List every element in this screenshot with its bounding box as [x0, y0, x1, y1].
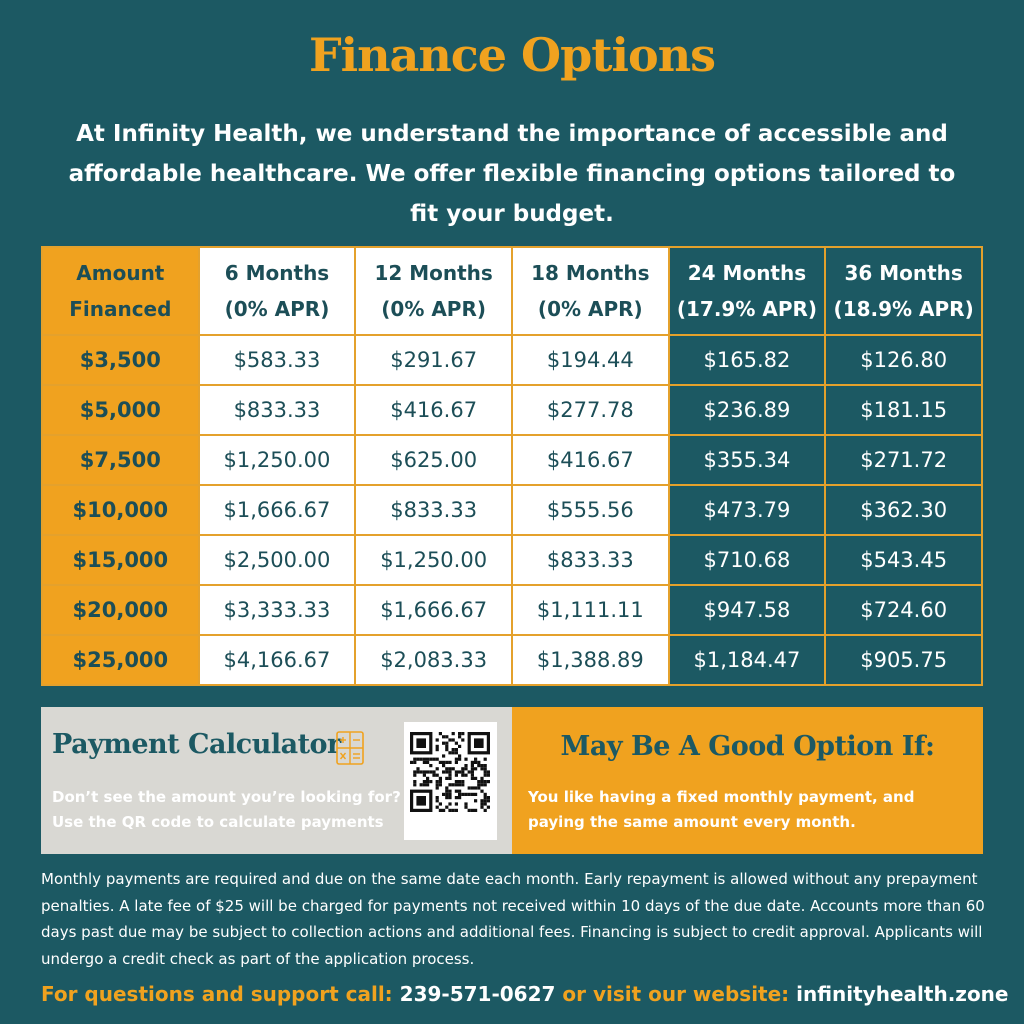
header-line-1: 36 Months [844, 261, 963, 285]
cell-amount-financed: $15,000 [42, 535, 199, 585]
header-24-months [669, 247, 826, 335]
cell-24-months: $710.68 [669, 535, 826, 585]
cell-6-months: $2,500.00 [199, 535, 356, 585]
header-line-2: (0% APR) [224, 297, 330, 321]
cell-18-months: $416.67 [512, 435, 669, 485]
cell-18-months: $555.56 [512, 485, 669, 535]
header-line-1: 18 Months [531, 261, 650, 285]
cell-18-months: $1,111.11 [512, 585, 669, 635]
table-header-row [42, 247, 982, 335]
payment-calculator-panel [41, 707, 512, 854]
good-option-panel [512, 707, 983, 854]
page-title: Finance Options [308, 28, 716, 82]
cell-24-months: $947.58 [669, 585, 826, 635]
calculator-description [52, 785, 402, 835]
table-row [42, 485, 982, 535]
cell-18-months: $1,388.89 [512, 635, 669, 685]
cell-36-months: $181.15 [825, 385, 982, 435]
cell-36-months: $543.45 [825, 535, 982, 585]
header-amount-financed [42, 247, 199, 335]
header-line-1: 6 Months [224, 261, 330, 285]
cell-amount-financed: $20,000 [42, 585, 199, 635]
qr-code[interactable] [404, 722, 497, 840]
cell-24-months: $355.34 [669, 435, 826, 485]
cell-24-months: $473.79 [669, 485, 826, 535]
cell-36-months: $271.72 [825, 435, 982, 485]
cell-6-months: $583.33 [199, 335, 356, 385]
contact-prefix: For questions and support call: [41, 982, 400, 1006]
header-6-months [199, 247, 356, 335]
good-option-title: May Be A Good Option If: [560, 731, 935, 762]
header-line-1: 12 Months [374, 261, 493, 285]
calculator-title: Payment Calculator [52, 729, 341, 760]
cell-12-months: $1,666.67 [355, 585, 512, 635]
cell-6-months: $1,250.00 [199, 435, 356, 485]
contact-middle: or visit our website: [555, 982, 797, 1006]
cell-amount-financed: $10,000 [42, 485, 199, 535]
cell-36-months: $905.75 [825, 635, 982, 685]
intro-text: At Infinity Health, we understand the importance of accessible and affordable healthcare. We offer flexible financing options tailored to fit your budget. [68, 121, 956, 227]
contact-line [41, 982, 1009, 1006]
cell-12-months: $625.00 [355, 435, 512, 485]
calculator-line-2: Use the QR code to calculate payments [52, 813, 384, 831]
cell-amount-financed: $3,500 [42, 335, 199, 385]
table-row [42, 535, 982, 585]
header-line-1: Amount [76, 261, 165, 285]
header-line-2: (0% APR) [537, 297, 643, 321]
header-line-2: Financed [69, 297, 172, 321]
cell-6-months: $3,333.33 [199, 585, 356, 635]
cell-36-months: $724.60 [825, 585, 982, 635]
table-row [42, 585, 982, 635]
cell-12-months: $1,250.00 [355, 535, 512, 585]
cell-amount-financed: $25,000 [42, 635, 199, 685]
phone-number[interactable]: 239-571-0627 [399, 982, 556, 1006]
header-line-2: (18.9% APR) [833, 297, 974, 321]
cell-12-months: $833.33 [355, 485, 512, 535]
calculator-icon [336, 731, 364, 765]
good-option-text: You like having a fixed monthly payment, and paying the same amount every month. [528, 788, 915, 831]
cell-12-months: $2,083.33 [355, 635, 512, 685]
header-12-months [355, 247, 512, 335]
cell-24-months: $236.89 [669, 385, 826, 435]
header-line-2: (17.9% APR) [676, 297, 818, 321]
cell-18-months: $194.44 [512, 335, 669, 385]
cell-6-months: $1,666.67 [199, 485, 356, 535]
table-row [42, 635, 982, 685]
table-body [42, 335, 982, 685]
table-row [42, 335, 982, 385]
header-line-1: 24 Months [687, 261, 807, 285]
cell-18-months: $277.78 [512, 385, 669, 435]
table-row [42, 435, 982, 485]
cell-36-months: $126.80 [825, 335, 982, 385]
header-18-months [512, 247, 669, 335]
cell-amount-financed: $7,500 [42, 435, 199, 485]
website-link[interactable]: infinityhealth.zone [796, 982, 1009, 1006]
header-line-2: (0% APR) [381, 297, 487, 321]
cell-18-months: $833.33 [512, 535, 669, 585]
cell-24-months: $1,184.47 [669, 635, 826, 685]
terms-text: Monthly payments are required and due on the same date each month. Early repayment is allowed without any prepayment penalties. A late fee of $25 will be charged for payments not received within 10 days of the due date. Accounts more than 60 days past due may be subject to collection actions and additional fees. Financing is subject to credit approval. Applicants will undergo a credit check as part of the application process. [41, 870, 985, 968]
calculator-line-1: Don’t see the amount you’re looking for? [52, 788, 401, 806]
cell-6-months: $833.33 [199, 385, 356, 435]
cell-amount-financed: $5,000 [42, 385, 199, 435]
cell-6-months: $4,166.67 [199, 635, 356, 685]
cell-36-months: $362.30 [825, 485, 982, 535]
finance-table [41, 246, 983, 686]
table-row [42, 385, 982, 435]
cell-12-months: $416.67 [355, 385, 512, 435]
cell-12-months: $291.67 [355, 335, 512, 385]
header-36-months [825, 247, 982, 335]
cell-24-months: $165.82 [669, 335, 826, 385]
